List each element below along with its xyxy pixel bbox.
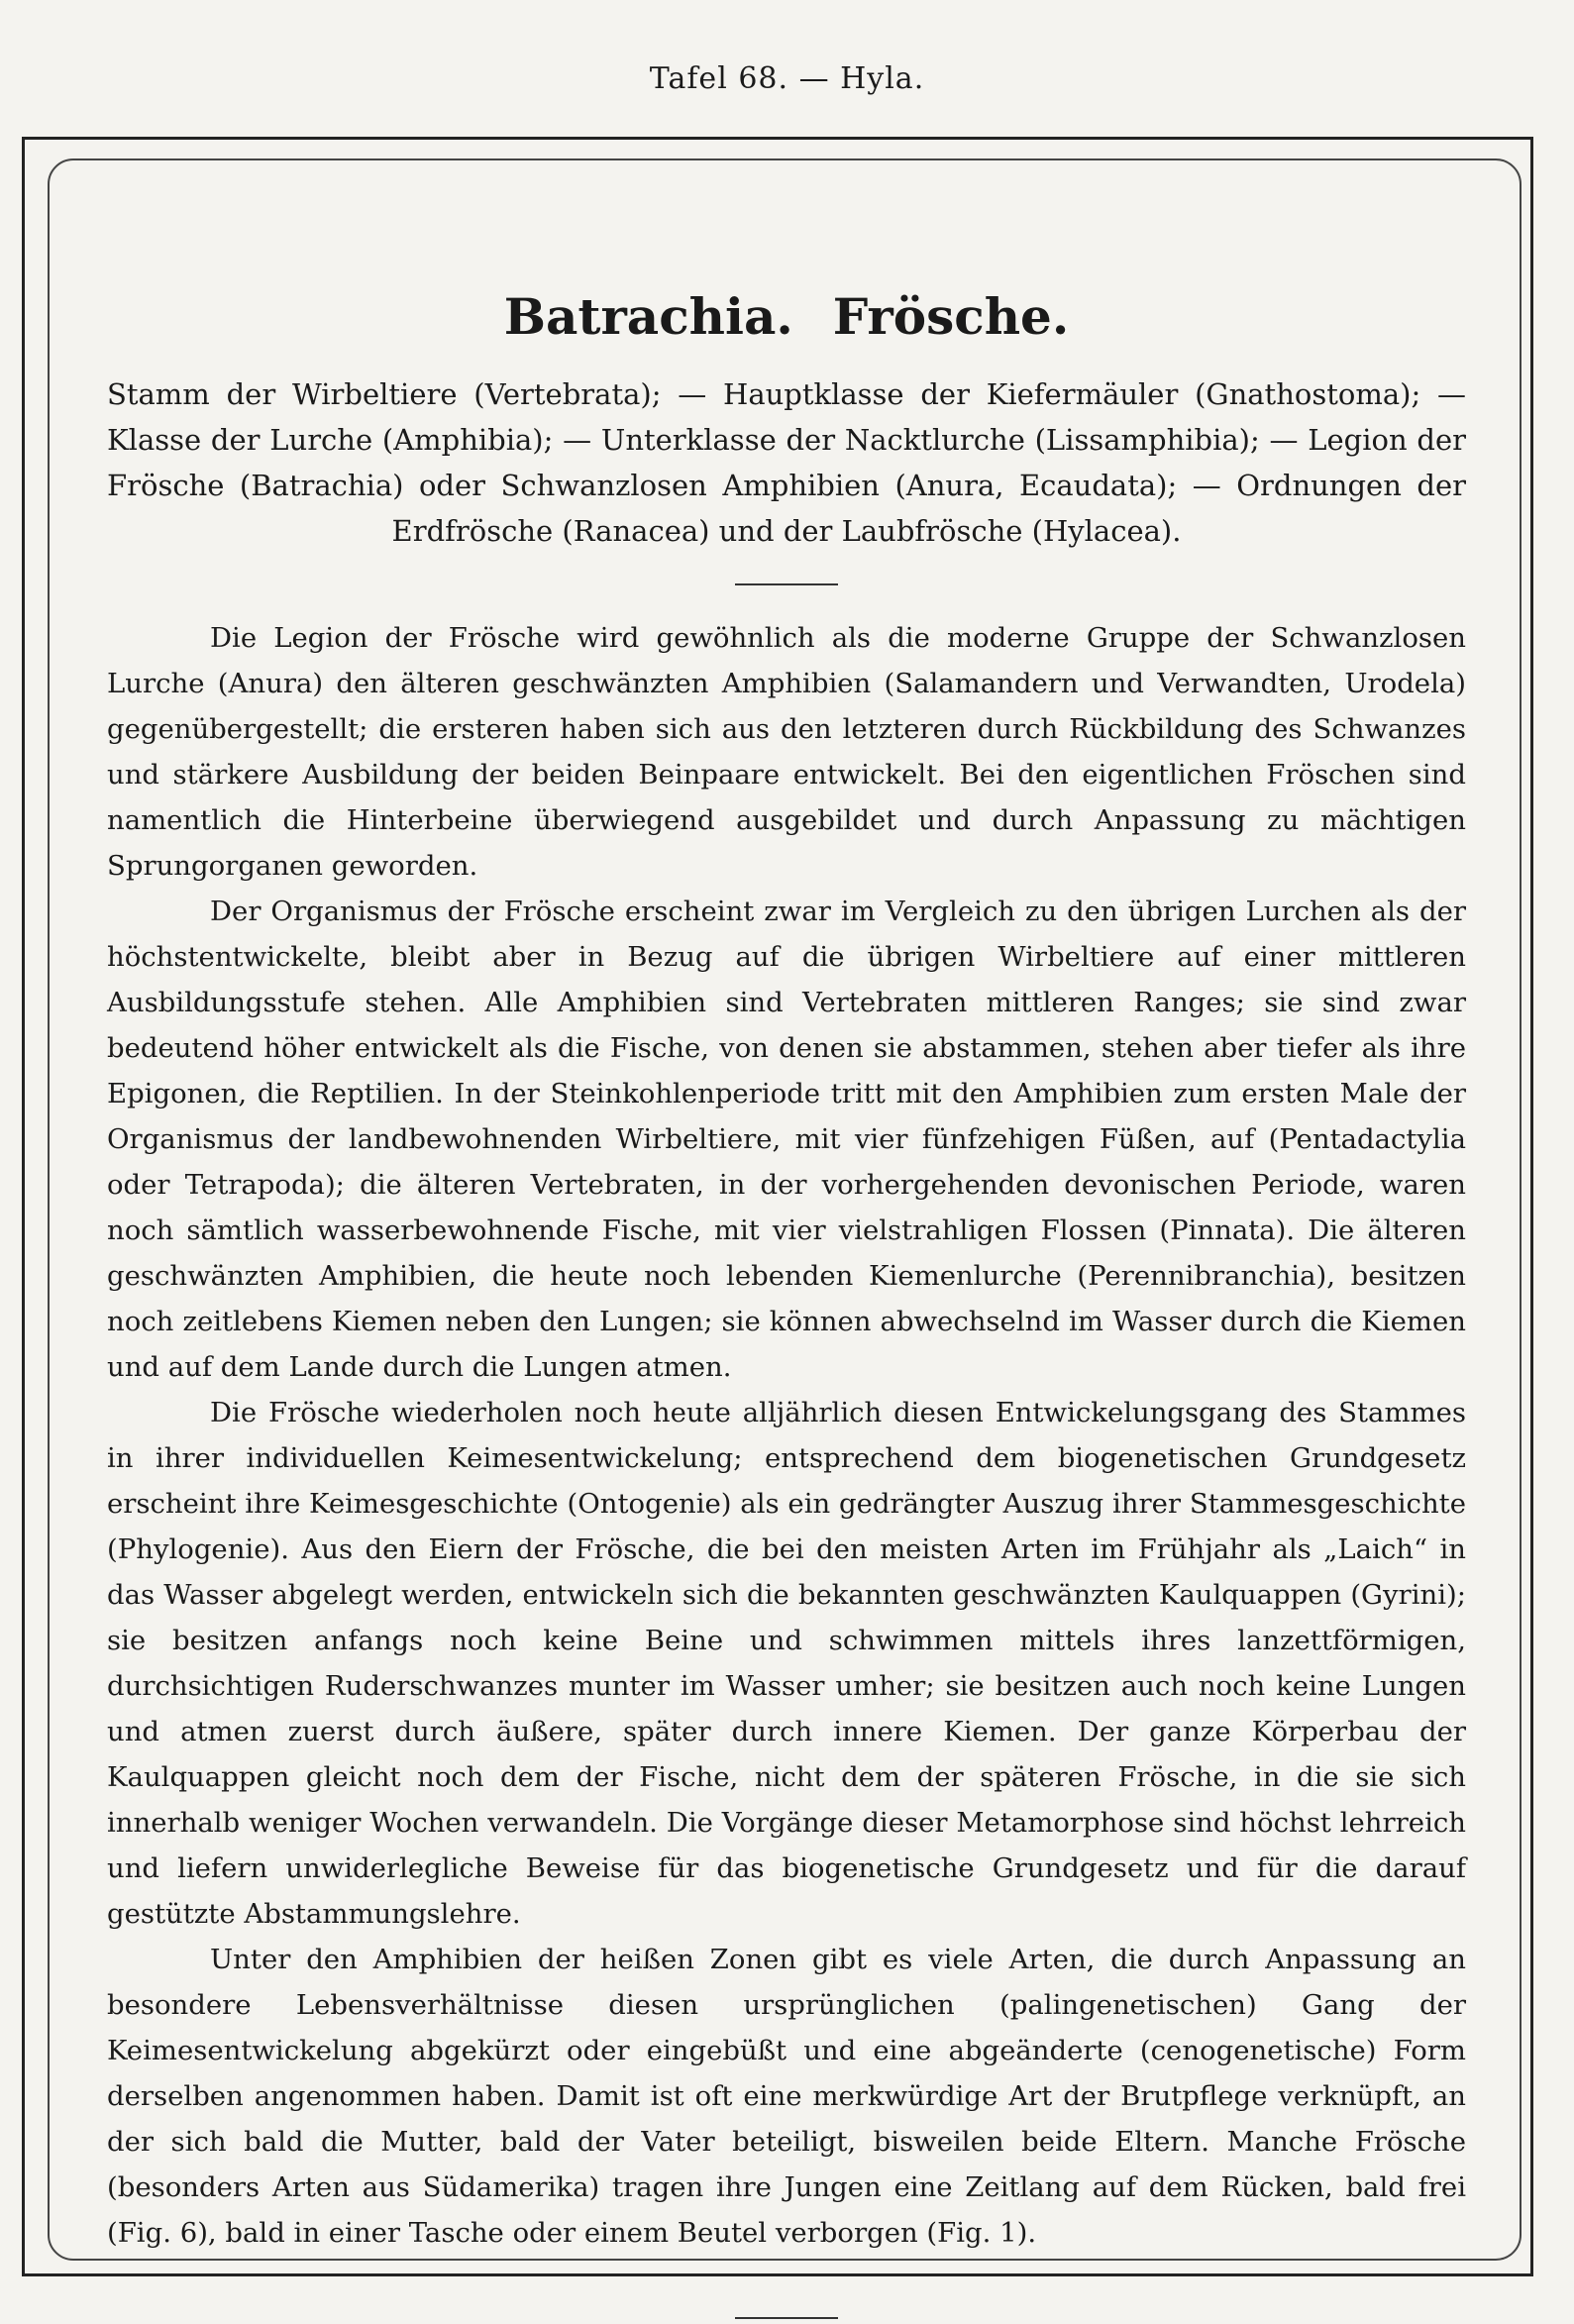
body-text	[107, 615, 1466, 2256]
page-title	[107, 287, 1466, 346]
title-german: Frösche.	[832, 287, 1070, 346]
end-divider	[735, 2317, 838, 2319]
running-head: Tafel 68. — Hyla.	[649, 61, 925, 96]
page-content	[107, 287, 1466, 2319]
section-divider	[735, 583, 838, 585]
paragraph-3: Die Frösche wiederholen noch heute alljährlich diesen Entwickelungsgang des Stammes in ihrer individuellen Keimesentwickelung; entsprechend dem biogenetischen Grundgesetz erscheint ihre Keimesgeschichte (Ontogenie) als ein gedrängter Auszug ihrer Stammesgeschichte (Phylogenie). Aus den Eiern der Frösche, die bei den meisten Arten im Frühjahr als „Laich“ in das Wasser abgelegt werden, entwickeln sich die bekannten geschwänzten Kaulquappen (Gyrini); sie besitzen anfangs noch keine Beine und schwimmen mittels ihres lanzettförmigen, durchsichtigen Ruderschwanzes munter im Wasser umher; sie besitzen auch noch keine Lungen und atmen zuerst durch äußere, später durch innere Kiemen. Der ganze Körperbau der Kaulquappen gleicht noch dem der Fische, nicht dem der späteren Frösche, in die sie sich innerhalb weniger Wochen verwandeln. Die Vorgänge dieser Metamorphose sind höchst lehrreich und liefern unwiderlegliche Beweise für das biogenetische Grundgesetz und für die darauf gestützte Abstammungslehre.	[107, 1397, 1466, 1930]
taxonomy-statement: Stamm der Wirbeltiere (Vertebrata); — Hauptklasse der Kiefermäuler (Gnathostoma); — Klasse der Lurche (Amphibia); — Unterklasse der Nacktlurche (Lissamphibia); — Legion der Frösche (Batrachia) oder Schwanzlosen Amphibien (Anura, Ecaudata); — Ordnungen der Erdfrösche (Ranacea) und der Laubfrösche (Hylacea).	[107, 377, 1466, 548]
paragraph-4: Unter den Amphibien der heißen Zonen gibt es viele Arten, die durch Anpassung an besondere Lebensverhältnisse diesen ursprünglichen (palingenetischen) Gang der Keimesentwickelung abgekürzt oder eingebüßt und eine abgeänderte (cenogenetische) Form derselben angenommen haben. Damit ist oft eine merkwürdige Art der Brutpflege verknüpft, an der sich bald die Mutter, bald der Vater beteiligt, bisweilen beide Eltern. Manche Frösche (besonders Arten aus Südamerika) tragen ihre Jungen eine Zeitlang auf dem Rücken, bald frei (Fig. 6), bald in einer Tasche oder einem Beutel verborgen (Fig. 1).	[107, 1944, 1466, 2249]
paragraph-1: Die Legion der Frösche wird gewöhnlich als die moderne Gruppe der Schwanzlosen Lurche (Anura) den älteren geschwänzten Amphibien (Salamandern und Verwandten, Urodela) gegenübergestellt; die ersteren haben sich aus den letzteren durch Rückbildung des Schwanzes und stärkere Ausbildung der beiden Beinpaare entwickelt. Bei den eigentlichen Fröschen sind namentlich die Hinterbeine überwiegend ausgebildet und durch Anpassung zu mächtigen Sprungorganen geworden.	[107, 622, 1466, 882]
paragraph-2: Der Organismus der Frösche erscheint zwar im Vergleich zu den übrigen Lurchen als der höchstentwickelte, bleibt aber in Bezug auf die übrigen Wirbeltiere auf einer mittleren Ausbildungsstufe stehen. Alle Amphibien sind Vertebraten mittleren Ranges; sie sind zwar bedeutend höher entwickelt als die Fische, von denen sie abstammen, stehen aber tiefer als ihre Epigonen, die Reptilien. In der Steinkohlenperiode tritt mit den Amphibien zum ersten Male der Organismus der landbewohnenden Wirbeltiere, mit vier fünfzehigen Füßen, auf (Pentadactylia oder Tetrapoda); die älteren Vertebraten, in der vorhergehenden devonischen Periode, waren noch sämtlich wasserbewohnende Fische, mit vier vielstrahligen Flossen (Pinnata). Die älteren geschwänzten Amphibien, die heute noch lebenden Kiemenlurche (Perennibranchia), besitzen noch zeitlebens Kiemen neben den Lungen; sie können abwechselnd im Wasser durch die Kiemen und auf dem Lande durch die Lungen atmen.	[107, 896, 1466, 1383]
title-latin: Batrachia.	[503, 287, 793, 346]
